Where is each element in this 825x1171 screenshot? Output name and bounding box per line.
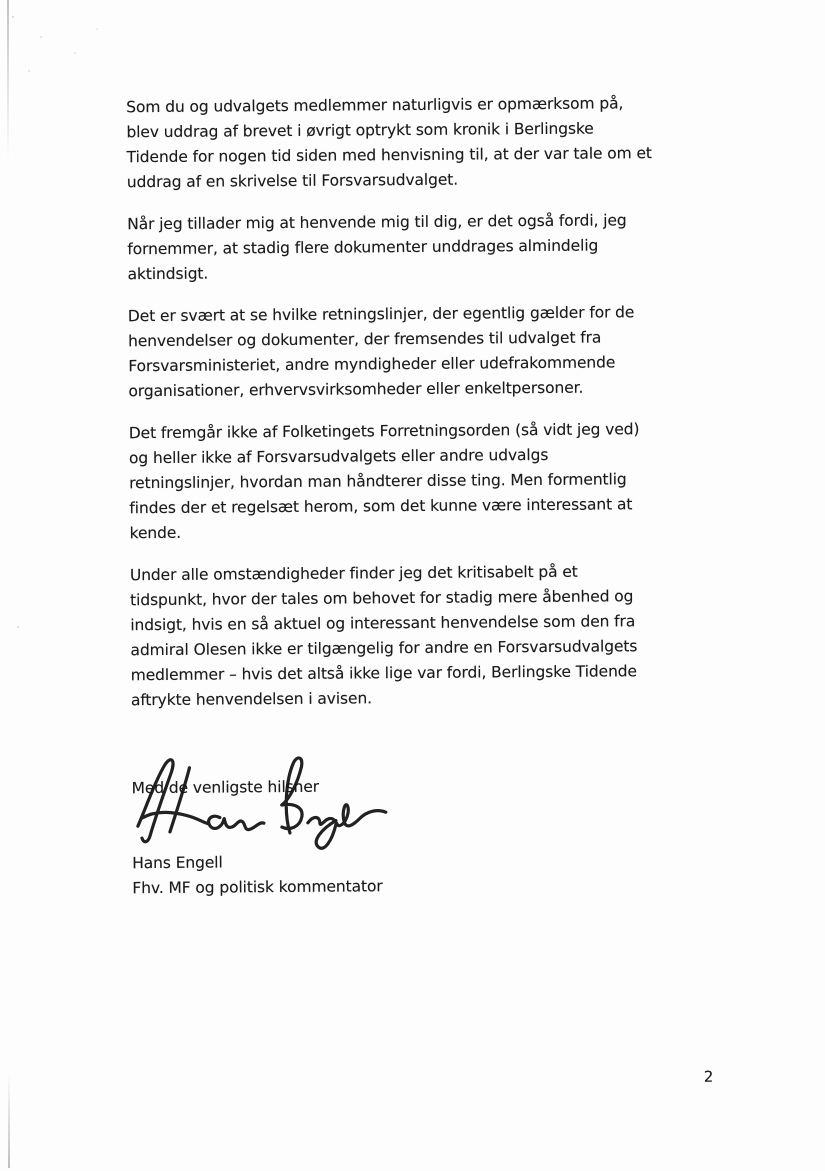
letter-paragraph — [130, 559, 731, 714]
text-line: Når jeg tillader mig at henvende mig til dig, er det også fordi, jeg — [127, 211, 627, 234]
letter-paragraph — [128, 300, 729, 405]
letter-paragraph — [129, 417, 730, 547]
text-line: Det er svært at se hvilke retningslinjer, der egentlig gælder for de — [127, 303, 635, 326]
signature — [132, 796, 732, 851]
text-line: medlemmer – hvis det altså ikke lige var fordi, Berlingske Tidende — [130, 662, 638, 685]
text-line: og heller ikke af Forsvarsudvalgets eller andre udvalgs — [128, 445, 549, 468]
letter-paragraph — [126, 91, 727, 196]
closing-salutation: Med de venligste hilsner — [131, 777, 320, 798]
sender-name: Hans Engell — [132, 853, 223, 873]
text-line: indsigt, hvis en så aktuel og interessant henvendelse som den fra — [130, 612, 636, 635]
paragraphs-container — [126, 91, 731, 714]
text-line: uddrag af en skrivelse til Forsvarsudvalget. — [126, 170, 459, 192]
text-line: Som du og udvalgets medlemmer naturligvis er opmærksom på, — [126, 94, 624, 117]
text-line: Forsvarsministeriet, andre myndigheder eller udefrakommende — [128, 353, 616, 376]
letter-body — [126, 91, 732, 902]
text-line: henvendelser og dokumenter, der fremsendes til udvalget fra — [128, 328, 602, 351]
text-line: Under alle omstændigheder finder jeg det kritisabelt på et — [129, 562, 578, 585]
text-line: findes der et regelsæt herom, som det kunne være interessant at — [129, 495, 633, 518]
text-line: Tidende for nogen tid siden med henvisning til, at der var tale om et — [126, 144, 652, 167]
text-line: aftrykte henvendelsen i avisen. — [130, 689, 373, 710]
letter-paragraph — [127, 208, 728, 288]
handwritten-signature-image — [131, 754, 402, 861]
text-line: kende. — [129, 523, 182, 543]
text-line: retningslinjer, hvordan man håndterer disse ting. Men formentlig — [129, 470, 627, 493]
sender-title: Fhv. MF og politisk kommentator — [132, 877, 383, 898]
text-line: blev uddrag af brevet i øvrigt optrykt som kronik i Berlingske — [126, 119, 594, 142]
text-line: tidspunkt, hvor der tales om behovet for stadig mere åbenhed og — [130, 587, 634, 610]
text-line: Det fremgår ikke af Folketingets Forretningsorden (så vidt jeg ved) — [128, 420, 640, 443]
page-number: 2 — [703, 1067, 714, 1086]
text-line: fornemmer, at stadig flere dokumenter unddrages almindelig — [127, 236, 599, 259]
text-line: admiral Olesen ikke er tilgængelig for andre en Forsvarsudvalgets — [130, 637, 638, 660]
text-line: aktindsigt. — [127, 264, 209, 284]
text-line: organisationer, erhvervsvirksomheder eller enkeltpersoner. — [128, 378, 584, 401]
